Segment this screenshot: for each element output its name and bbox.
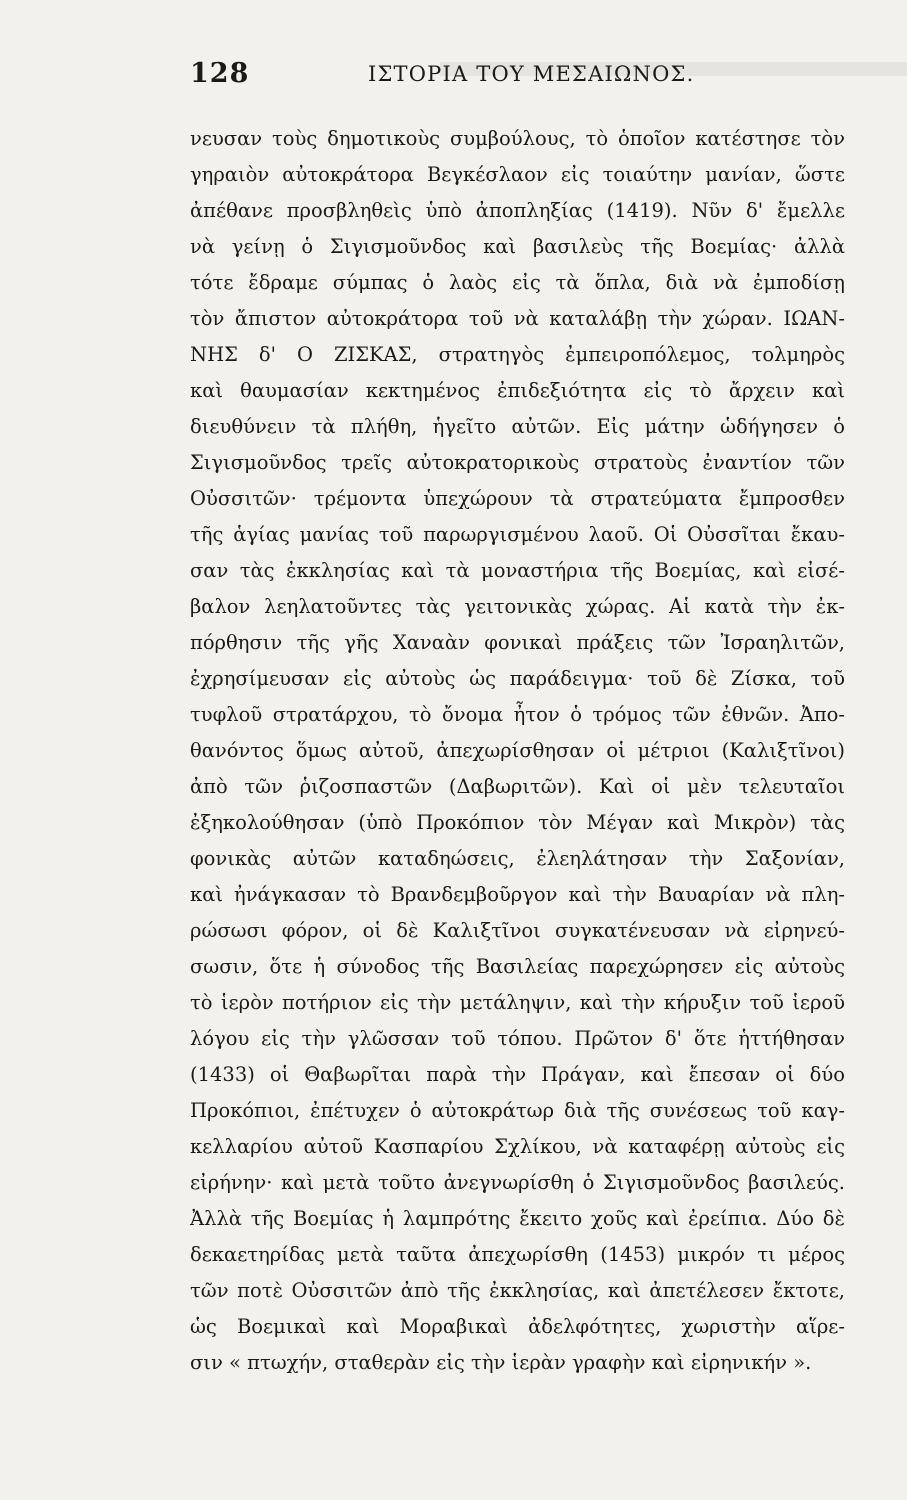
text-line: σωσιν, ὅτε ἡ σύνοδος τῆς Βασιλείας παρεχώρησεν εἰς αὐτοὺς [190,955,845,978]
text-line: νευσαν τοὺς δημοτικοὺς συμβούλους, τὸ ὁποῖον κατέστησε τὸν [190,127,845,150]
text-line: (1433) οἱ Θαβωρῖται παρὰ τὴν Πράγαν, καὶ ἔπεσαν οἱ δύο [190,1063,845,1086]
text-line: Ἀλλὰ τῆς Βοεμίας ἡ λαμπρότης ἔκειτο χοῦς καὶ ἐρείπια. Δύο δὲ [190,1207,845,1230]
text-line: ΝΗΣ δ' Ο ΖΙΣΚΑΣ, στρατηγὸς ἐμπειροπόλεμος, τολμηρὸς [190,343,845,366]
page-header [190,58,850,92]
text-line: Σιγισμοῦνδος τρεῖς αὐτοκρατορικοὺς στρατοὺς ἐναντίον τῶν [190,451,845,474]
text-line: σαν τὰς ἐκκλησίας καὶ τὰ μοναστήρια τῆς Βοεμίας, καὶ εἰσέ- [190,559,845,582]
text-line: εἰρήνην· καὶ μετὰ τοῦτο ἀνεγνωρίσθη ὁ Σιγισμοῦνδος βασιλεύς. [190,1171,845,1194]
text-line: πόρθησιν τῆς γῆς Χαναὰν φονικαὶ πράξεις τῶν Ἰσραηλιτῶν, [190,631,845,654]
text-line: ἀπὸ τῶν ῥιζοσπαστῶν (Δαβωριτῶν). Καὶ οἱ μὲν τελευταῖοι [190,775,845,798]
text-line: σιν « πτωχήν, σταθερὰν εἰς τὴν ἱερὰν γραφὴν καὶ εἰρηνικήν ». [190,1351,812,1374]
text-line: ὡς Βοεμικαὶ καὶ Μοραβικαὶ ἀδελφότητες, χωριστὴν αἵρε- [190,1315,845,1338]
text-line: θανόντος ὅμως αὐτοῦ, ἀπεχωρίσθησαν οἱ μέτριοι (Καλιξτῖνοι) [190,739,845,762]
text-line: δεκαετηρίδας μετὰ ταῦτα ἀπεχωρίσθη (1453) μικρόν τι μέρος [190,1243,845,1266]
text-line: καὶ θαυμασίαν κεκτημένος ἐπιδεξιότητα εἰς τὸ ἄρχειν καὶ [190,379,845,402]
text-line: γηραιὸν αὐτοκράτορα Βεγκέσλαον εἰς τοιαύτην μανίαν, ὥστε [190,163,845,186]
text-line: ρώσωσι φόρον, οἱ δὲ Καλιξτῖνοι συγκατένευσαν νὰ εἰρηνεύ- [190,919,845,942]
text-line: λόγου εἰς τὴν γλῶσσαν τοῦ τόπου. Πρῶτον δ' ὅτε ἡττήθησαν [190,1027,845,1050]
text-line: τὸν ἄπιστον αὐτοκράτορα τοῦ νὰ καταλάβῃ τὴν χώραν. ΙΩΑΝ- [190,307,845,330]
text-line: τὸ ἱερὸν ποτήριον εἰς τὴν μετάληψιν, καὶ τὴν κήρυξιν τοῦ ἱεροῦ [190,991,845,1014]
text-line: κελλαρίου αὐτοῦ Κασπαρίου Σχλίκου, νὰ καταφέρῃ αὐτοὺς εἰς [190,1135,845,1158]
running-title: ΙΣΤΟΡΙΑ ΤΟΥ ΜΕΣΑΙΩΝΟΣ. [368,62,695,86]
text-line: τυφλοῦ στρατάρχου, τὸ ὄνομα ἦτον ὁ τρόμος τῶν ἐθνῶν. Ἀπο- [190,703,845,726]
text-line: νὰ γείνῃ ὁ Σιγισμοῦνδος καὶ βασιλεὺς τῆς Βοεμίας· ἀλλὰ [190,235,845,258]
text-line: διευθύνειν τὰ πλήθη, ἡγεῖτο αὐτῶν. Εἰς μάτην ὡδήγησεν ὁ [190,415,845,438]
text-line: τότε ἔδραμε σύμπας ὁ λαὸς εἰς τὰ ὅπλα, διὰ νὰ ἐμποδίσῃ [190,271,845,294]
text-line: καὶ ἠνάγκασαν τὸ Βρανδεμβοῦργον καὶ τὴν Βαυαρίαν νὰ πλη- [190,883,845,906]
text-line: τῆς ἁγίας μανίας τοῦ παρωργισμένου λαοῦ. Οἱ Οὐσσῖται ἔκαυ- [190,523,845,546]
text-line: ἐξηκολούθησαν (ὑπὸ Προκόπιον τὸν Μέγαν καὶ Μικρὸν) τὰς [190,811,845,834]
text-line: ἐχρησίμευσαν εἰς αὐτοὺς ὡς παράδειγμα· τοῦ δὲ Ζίσκα, τοῦ [190,667,845,690]
text-line: Προκόπιοι, ἐπέτυχεν ὁ αὐτοκράτωρ διὰ τῆς συνέσεως τοῦ καγ- [190,1099,845,1122]
text-line: ἀπέθανε προσβληθεὶς ὑπὸ ἀποπληξίας (1419). Νῦν δ' ἔμελλε [190,199,845,222]
text-line: βαλον λεηλατοῦντες τὰς γειτονικὰς χώρας. Αἱ κατὰ τὴν ἐκ- [190,595,845,618]
text-line: Οὐσσιτῶν· τρέμοντα ὑπεχώρουν τὰ στρατεύματα ἔμπροσθεν [190,487,845,510]
text-line: τῶν ποτὲ Οὐσσιτῶν ἀπὸ τῆς ἐκκλησίας, καὶ ἀπετέλεσεν ἔκτοτε, [190,1279,845,1302]
page-number: 128 [190,58,250,89]
text-line: φονικὰς αὐτῶν καταδηώσεις, ἐλεηλάτησαν τὴν Σαξονίαν, [190,847,845,870]
